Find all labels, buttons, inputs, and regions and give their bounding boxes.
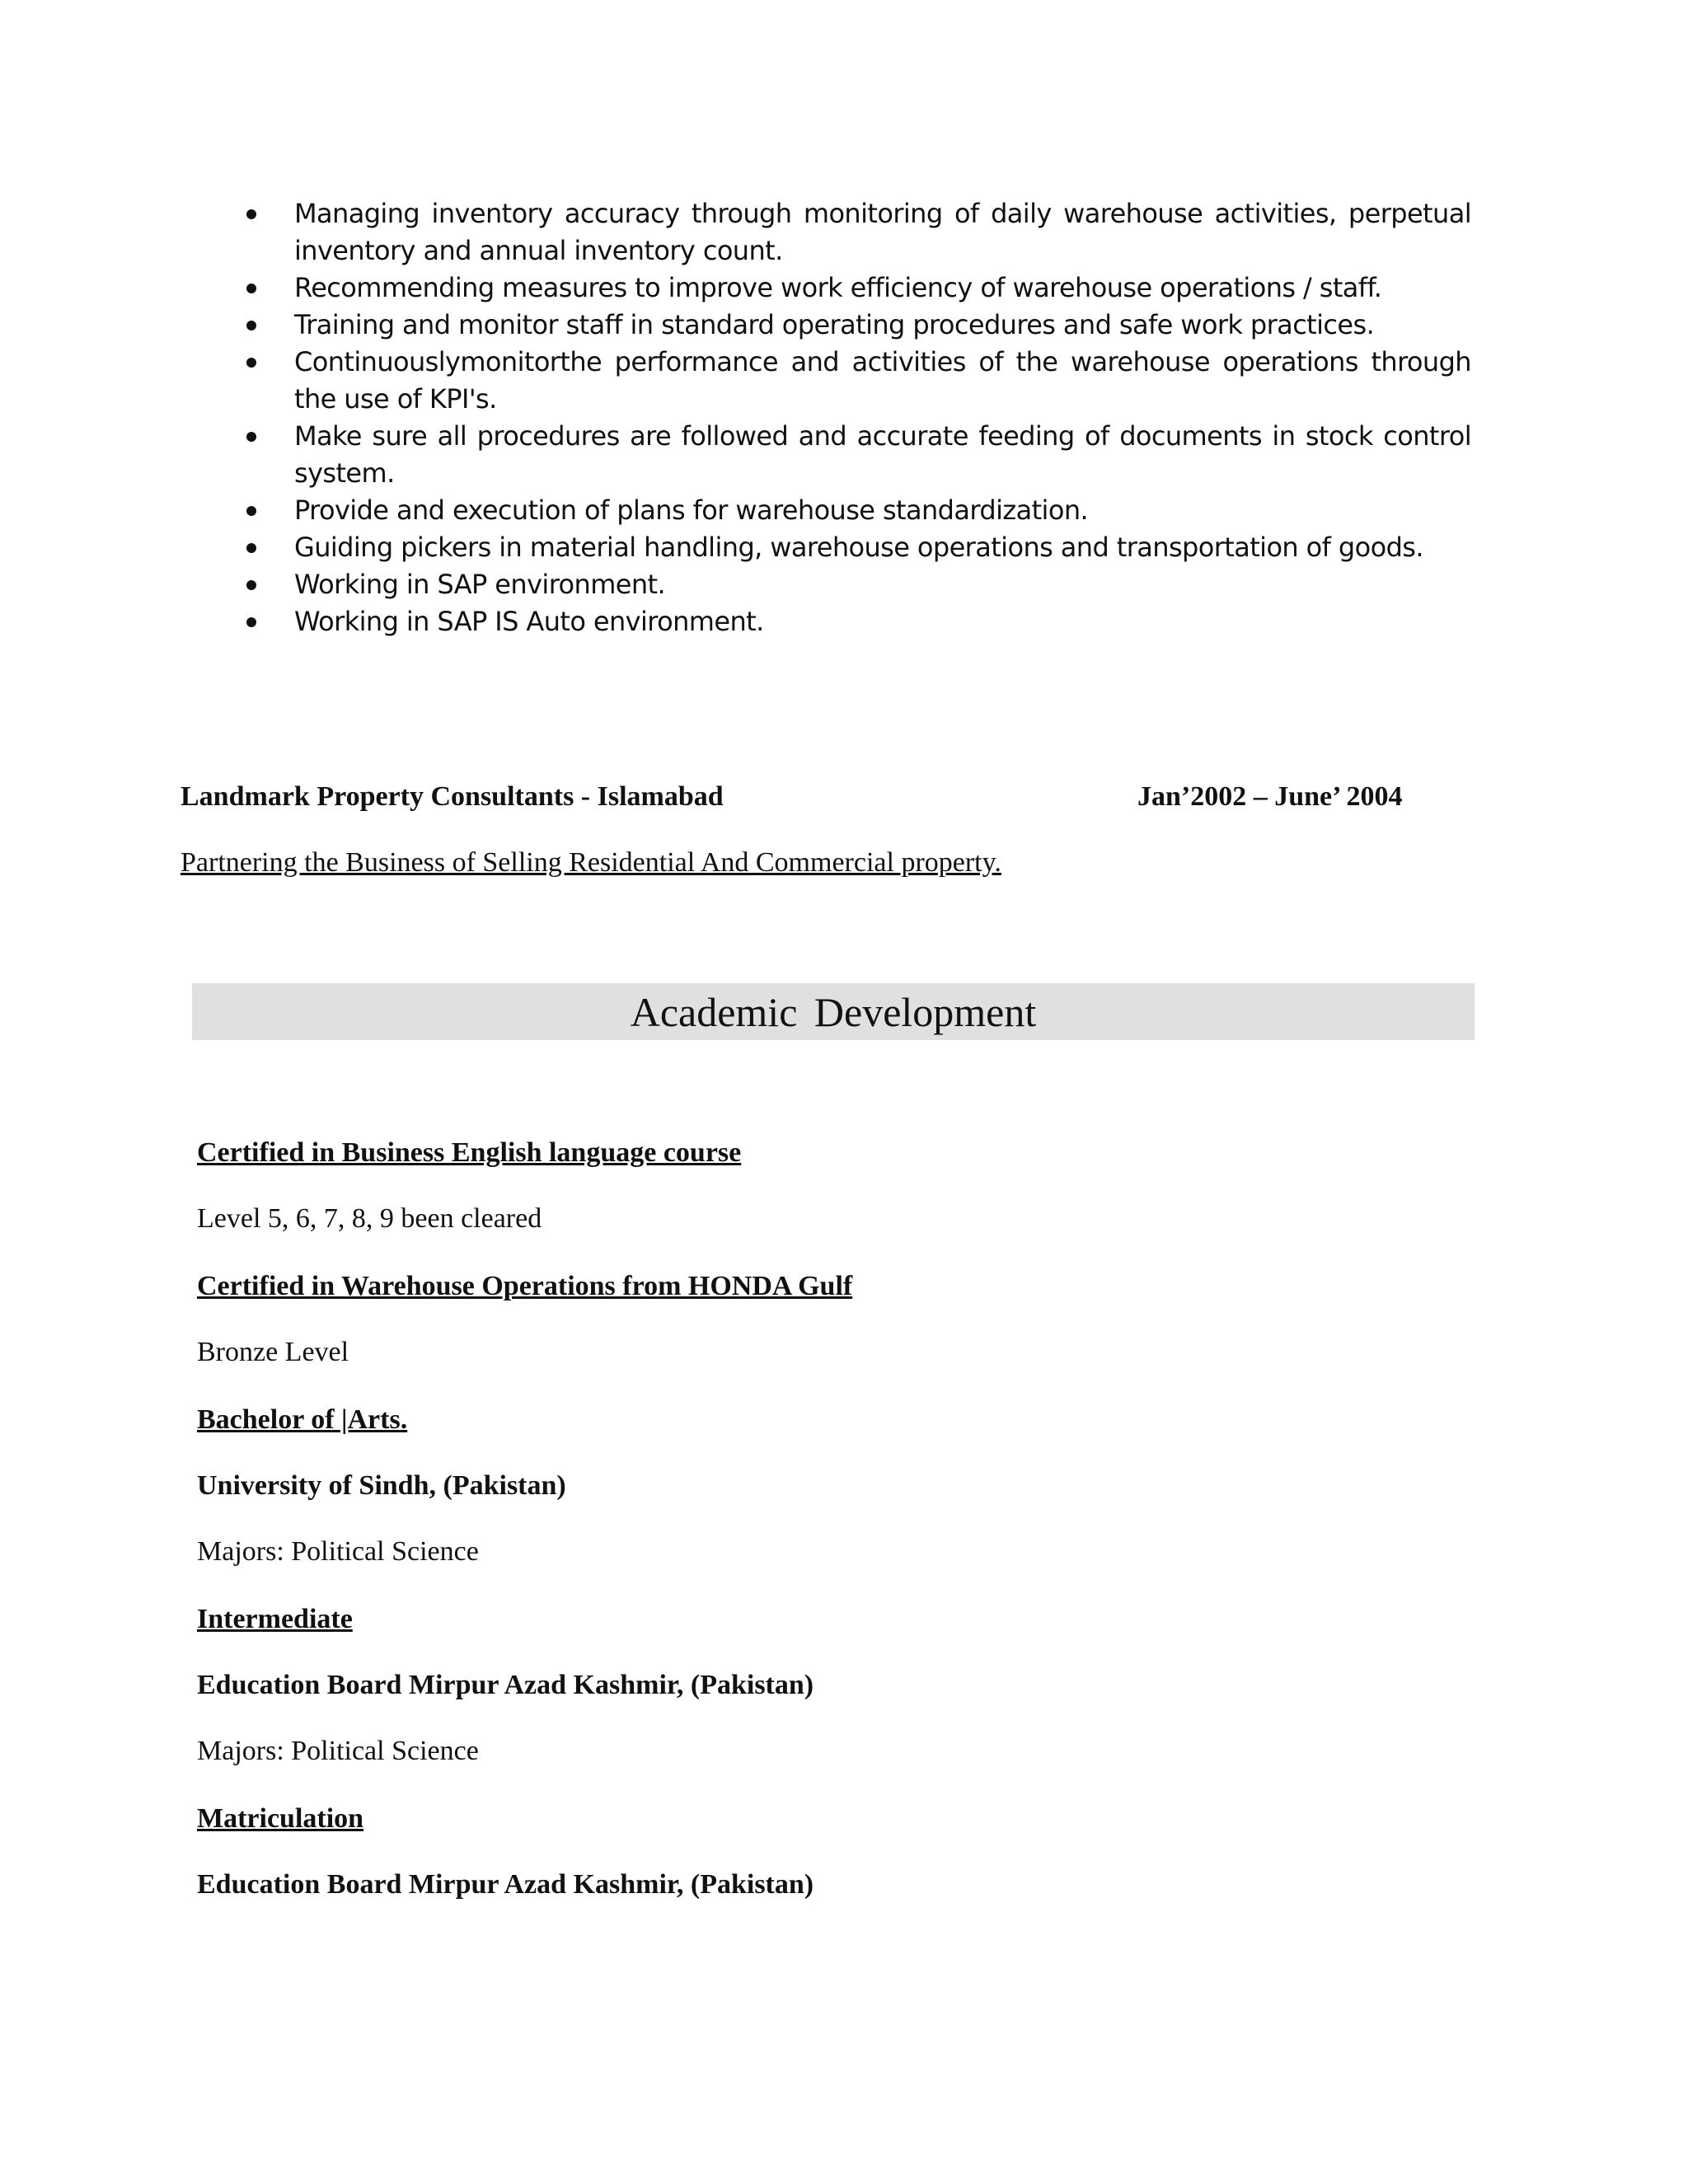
employer-tagline: Partnering the Business of Selling Residential And Commercial property. xyxy=(181,847,1001,878)
list-item xyxy=(243,418,1471,492)
degree-institution: Education Board Mirpur Azad Kashmir, (Pakistan) xyxy=(197,1869,814,1900)
certificate-title: Certified in Business English language course xyxy=(197,1137,742,1168)
list-item-text: Recommending measures to improve work efficiency of warehouse operations / staff. xyxy=(294,272,1382,303)
bullet-icon xyxy=(246,543,256,553)
list-item xyxy=(243,307,1471,344)
degree-majors: Majors: Political Science xyxy=(197,1736,479,1766)
list-item-text: Provide and execution of plans for warehouse standardization. xyxy=(294,494,1089,526)
list-item xyxy=(243,492,1471,529)
list-item xyxy=(243,529,1471,566)
bullet-icon xyxy=(246,432,256,442)
degree-title: Matriculation xyxy=(197,1803,364,1834)
list-item-text: Continuouslymonitorthe performance and activities of the warehouse operations through the use of KPI's. xyxy=(294,346,1471,415)
degree-institution: Education Board Mirpur Azad Kashmir, (Pakistan) xyxy=(197,1670,814,1700)
list-item-text: Working in SAP environment. xyxy=(294,569,666,600)
responsibilities-list xyxy=(243,195,1471,640)
degree-title: Intermediate xyxy=(197,1604,353,1634)
bullet-icon xyxy=(246,358,256,368)
list-item xyxy=(243,603,1471,640)
list-item xyxy=(243,195,1471,269)
list-item-text: Managing inventory accuracy through monitoring of daily warehouse activities, perpetual inventory and annual inventory count. xyxy=(294,198,1471,266)
bullet-icon xyxy=(246,580,256,590)
list-item xyxy=(243,269,1471,307)
section-header-band xyxy=(192,983,1475,1040)
certificate-detail: Level 5, 6, 7, 8, 9 been cleared xyxy=(197,1203,542,1234)
degree-title: Bachelor of |Arts. xyxy=(197,1404,408,1435)
bullet-icon xyxy=(246,506,256,516)
list-item-text: Training and monitor staff in standard operating procedures and safe work practices. xyxy=(294,309,1375,340)
list-item-text: Guiding pickers in material handling, warehouse operations and transportation of goods. xyxy=(294,532,1423,563)
list-item-text: Make sure all procedures are followed and accurate feeding of documents in stock control system. xyxy=(294,420,1471,489)
employment-dates: Jan’2002 – June’ 2004 xyxy=(1137,781,1403,812)
bullet-icon xyxy=(246,617,256,627)
section-title: Academic Development xyxy=(630,988,1037,1035)
certificate-title: Certified in Warehouse Operations from HONDA Gulf xyxy=(197,1271,853,1301)
certificate-detail: Bronze Level xyxy=(197,1337,349,1367)
bullet-icon xyxy=(246,284,256,293)
employer-name: Landmark Property Consultants - Islamabad xyxy=(181,781,724,812)
bullet-icon xyxy=(246,321,256,330)
degree-institution: University of Sindh, (Pakistan) xyxy=(197,1470,566,1501)
list-item-text: Working in SAP IS Auto environment. xyxy=(294,606,764,637)
list-item xyxy=(243,566,1471,603)
degree-majors: Majors: Political Science xyxy=(197,1536,479,1567)
bullet-icon xyxy=(246,209,256,219)
list-item xyxy=(243,344,1471,418)
